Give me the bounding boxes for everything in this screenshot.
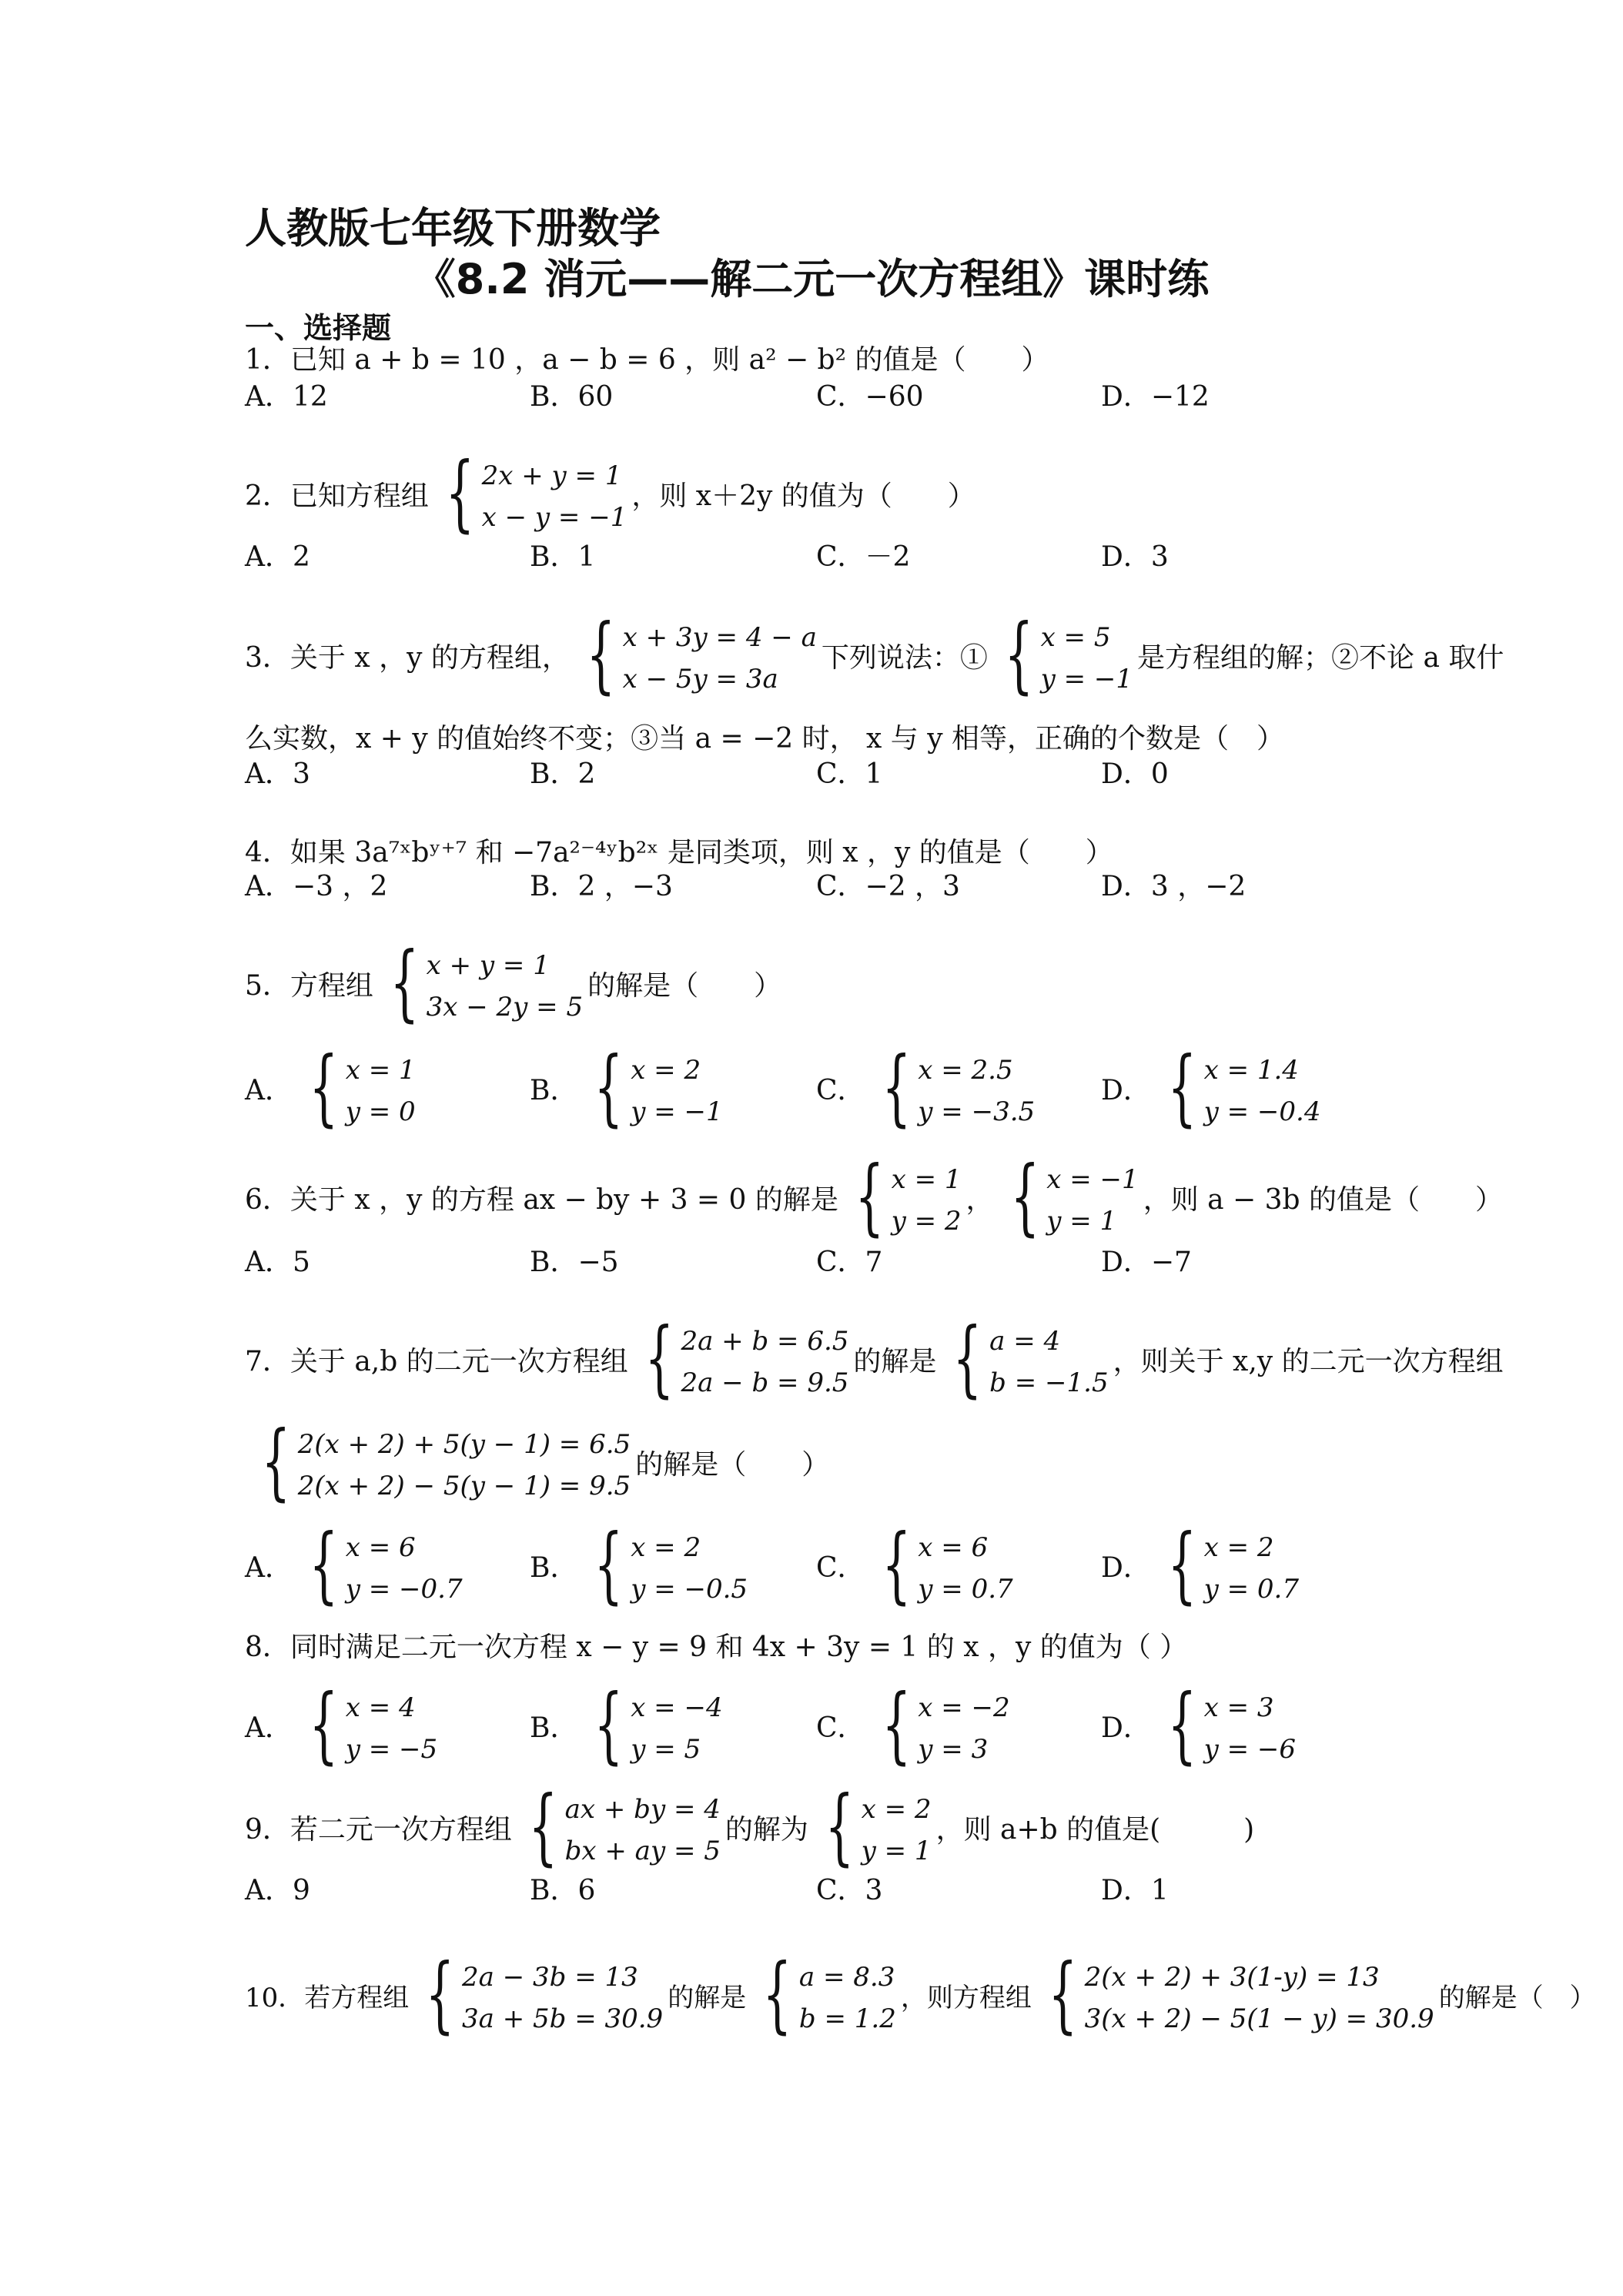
option-a: A． { x = 4 y = −5 [245,1677,438,1773]
option-c: C．7 [816,1247,883,1278]
solution-system: { x = 1 y = 2 [855,1149,962,1245]
question-1-stem: 1．已知 a + b = 10 ，a − b = 6 ，则 a² − b² 的值是（ ） [245,344,1049,376]
question-4-stem: 4．如果 3a⁷ˣbʸ⁺⁷ 和 −7a²⁻⁴ʸb²ˣ 是同类项，则 x ，y 的值是（ ） [245,837,1113,869]
equation-system: { x + 3y = 4 − a x − 5y = 3a [586,607,817,703]
option-a: A．12 [245,381,328,413]
equation-system: { x + y = 1 3x − 2y = 5 [390,935,584,1031]
option-a: A．3 [245,758,310,790]
question-8-stem: 8．同时满足二元一次方程 x − y = 9 和 4x + 3y = 1 的 x ，y 的值为（ ） [245,1632,1188,1663]
question-7-options [245,1517,1477,1613]
option-a: A．5 [245,1247,310,1278]
option-a: A． { x = 6 y = −0.7 [245,1517,463,1613]
equation-system: { ax + by = 4 bx + ay = 5 [528,1779,721,1875]
option-a: A．−3 ，2 [245,871,388,902]
equation-system: { 2(x + 2) + 5(y − 1) = 6.5 2(x + 2) − 5(y − 1) = 9.5 [261,1414,631,1510]
option-c: C． { x = 2.5 y = −3.5 [816,1039,1036,1136]
option-d: D．−12 [1101,381,1210,413]
section-heading: 一、选择题 [245,311,392,345]
option-c: C．1 [816,758,883,790]
option-b: B． { x = 2 y = −0.5 [530,1517,748,1613]
option-d: D．−7 [1101,1247,1192,1278]
solution-system: { a = 4 b = −1.5 [952,1310,1109,1407]
option-d: D．1 [1101,1875,1169,1906]
question-9-stem: 9．若二元一次方程组 { ax + by = 4 bx + ay = 5 的解为 { x = 2 y = 1 ，则 a+b 的值是( ) [245,1779,1255,1875]
question-6-stem: 6．关于 x ，y 的方程 ax − by + 3 = 0 的解是 { x = 1 y = 2 ， { x = −1 y = 1 ，则 a − 3b 的值是（ ） [245,1149,1504,1245]
doc-subtitle: 《8.2 消元——解二元一次方程组》课时练 [413,255,1210,303]
option-a: A．2 [245,541,310,573]
equation-system: { 2(x + 2) + 3(1-y) = 13 3(x + 2) − 5(1 − y) = 30.9 [1048,1946,1434,2043]
question-5-options [245,1039,1477,1136]
option-b: B．60 [530,381,614,413]
option-c: C．−2 ，3 [816,871,960,902]
equation-system: { 2a − 3b = 13 3a + 5b = 30.9 [425,1946,664,2043]
solution-system: { x = −1 y = 1 [1010,1149,1139,1245]
option-d: D． { x = 1.4 y = −0.4 [1101,1039,1321,1136]
option-d: D． { x = 2 y = 0.7 [1101,1517,1299,1613]
question-3-stem: 3．关于 x ，y 的方程组， { x + 3y = 4 − a x − 5y = 3a 下列说法：① { x = 5 y = −1 是方程组的解；②不论 a 取什 [245,607,1504,703]
question-8-options [245,1677,1477,1773]
doc-title: 人教版七年级下册数学 [245,204,661,253]
question-10-stem: 10．若方程组 { 2a − 3b = 13 3a + 5b = 30.9 的解是 { a = 8.3 b = 1.2 ，则方程组 { 2(x + 2) + 3(1-y) = 13 3(x + 2) − 5(1 − y) = 30.9 的解是（ ） [245,1946,1596,2043]
option-d: D．3 ，−2 [1101,871,1247,902]
option-b: B．6 [530,1875,596,1906]
option-b: B．2 ，−3 [530,871,673,902]
option-c: C．3 [816,1875,883,1906]
option-a: A． { x = 1 y = 0 [245,1039,416,1136]
option-b: B．2 [530,758,596,790]
option-b: B．1 [530,541,596,573]
equation-system: { 2x + y = 1 x − y = −1 [445,445,627,541]
option-a: A．9 [245,1875,310,1906]
solution-system: { x = 5 y = −1 [1004,607,1133,703]
option-d: D．0 [1101,758,1169,790]
option-b: B． { x = −4 y = 5 [530,1677,723,1773]
option-c: C． { x = 6 y = 0.7 [816,1517,1013,1613]
question-5-stem: 5．方程组 { x + y = 1 3x − 2y = 5 的解是（ ） [245,935,782,1031]
solution-system: { a = 8.3 b = 1.2 [762,1946,896,2043]
option-d: D． { x = 3 y = −6 [1101,1677,1297,1773]
question-7-stem: 7．关于 a,b 的二元一次方程组 { 2a + b = 6.5 2a − b = 9.5 的解是 { a = 4 b = −1.5 ，则关于 x,y 的二元一次方程组 [245,1310,1504,1407]
option-c: C．−60 [816,381,924,413]
equation-system: { 2a + b = 6.5 2a − b = 9.5 [644,1310,849,1407]
question-7-stem-cont: { 2(x + 2) + 5(y − 1) = 6.5 2(x + 2) − 5(y − 1) = 9.5 的解是（ ） [245,1423,1484,1508]
option-b: B． { x = 2 y = −1 [530,1039,723,1136]
option-b: B．−5 [530,1247,619,1278]
option-d: D．3 [1101,541,1169,573]
question-3-stem-cont: 么实数，x + y 的值始终不变；③当 a = −2 时， x 与 y 相等，正确的个数是（ ） [245,723,1285,755]
question-2-stem: 2．已知方程组 { 2x + y = 1 x − y = −1 ，则 x＋2y 的值为（ ） [245,445,975,541]
solution-system: { x = 2 y = 1 [825,1779,932,1875]
option-c: C． { x = −2 y = 3 [816,1677,1010,1773]
option-c: C．－2 [816,541,911,573]
